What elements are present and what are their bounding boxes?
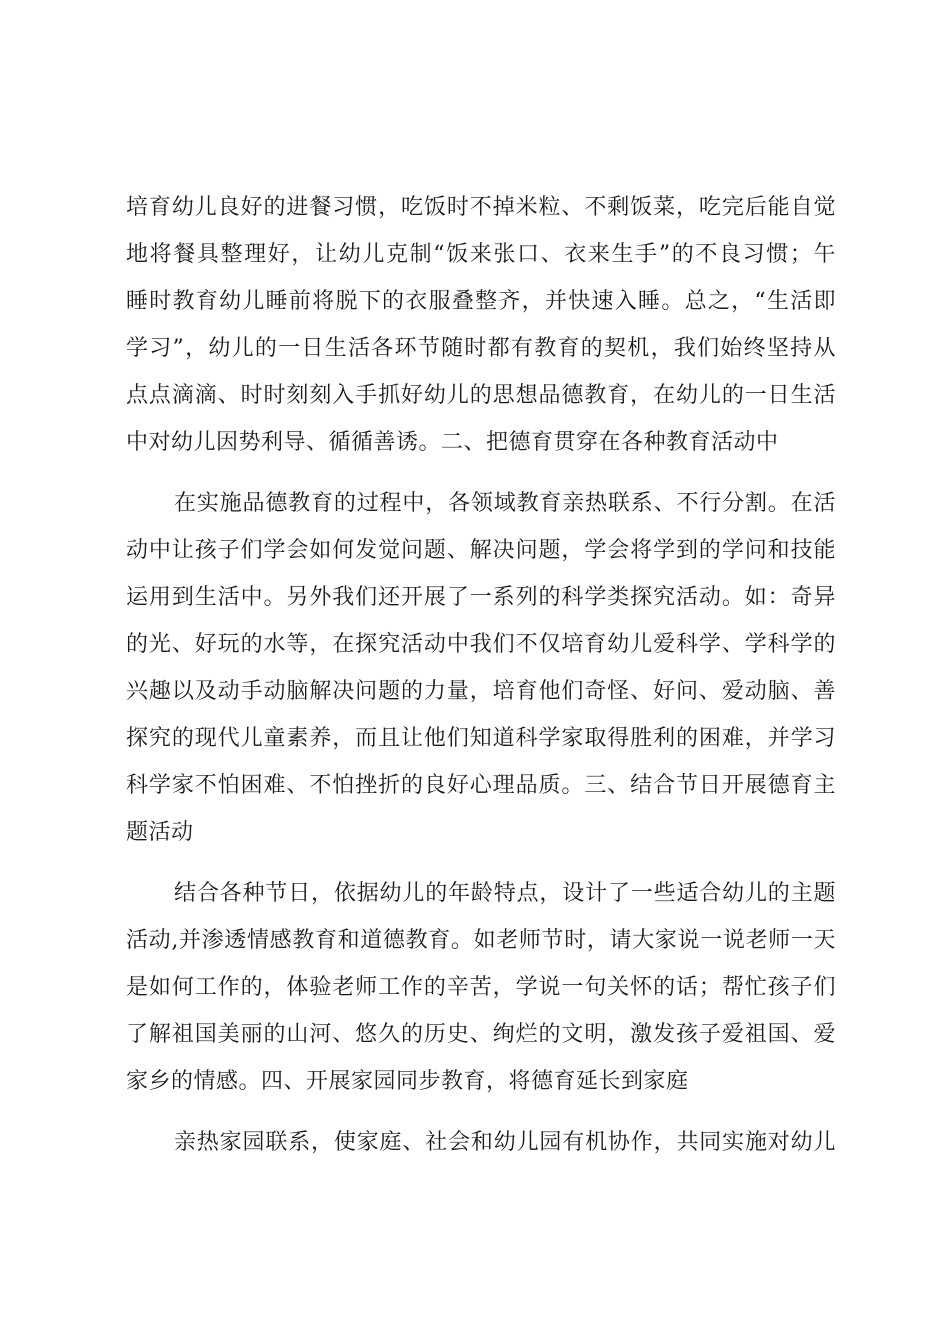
text-line: 题活动 xyxy=(126,820,194,845)
paragraph-1 xyxy=(126,184,836,466)
text-line: 结合各种节日，依据幼儿的年龄特点，设计了一些适合幼儿的主题 xyxy=(174,881,836,906)
paragraph-4 xyxy=(126,1119,836,1166)
text-line: 运用到生活中。另外我们还开展了一系列的科学类探究活动。如：奇异 xyxy=(126,585,836,610)
text-line: 地将餐具整理好，让幼儿克制“饭来张口、衣来生手”的不良习惯；午 xyxy=(126,242,836,267)
text-line: 科学家不怕困难、不怕挫折的良好心理品质。三、结合节日开展德育主 xyxy=(126,773,836,798)
text-line: 中对幼儿因势利导、循循善诱。二、把德育贯穿在各种教育活动中 xyxy=(126,430,779,455)
paragraph-2 xyxy=(126,480,836,856)
text-line: 动中让孩子们学会如何发觉问题、解决问题，学会将学到的学问和技能 xyxy=(126,538,836,563)
text-line: 点点滴滴、时时刻刻入手抓好幼儿的思想品德教育，在幼儿的一日生活 xyxy=(126,383,836,408)
text-line: 了解祖国美丽的山河、悠久的历史、绚烂的文明，激发孩子爱祖国、爱 xyxy=(126,1022,836,1047)
text-line: 睡时教育幼儿睡前将脱下的衣服叠整齐，并快速入睡。总之，“生活即 xyxy=(126,289,836,314)
text-line: 的光、好玩的水等，在探究活动中我们不仅培育幼儿爱科学、学科学的 xyxy=(126,632,836,657)
text-line: 培育幼儿良好的进餐习惯，吃饭时不掉米粒、不剩饭菜，吃完后能自觉 xyxy=(126,195,836,220)
text-line: 家乡的情感。四、开展家园同步教育，将德育延长到家庭 xyxy=(126,1069,689,1094)
text-line: 在实施品德教育的过程中，各领域教育亲热联系、不行分割。在活 xyxy=(174,491,836,516)
text-line: 学习”，幼儿的一日生活各环节随时都有教育的契机，我们始终坚持从 xyxy=(126,336,836,361)
document-body xyxy=(126,184,836,1180)
text-line: 亲热家园联系，使家庭、社会和幼儿园有机协作，共同实施对幼儿 xyxy=(174,1130,836,1155)
text-line: 兴趣以及动手动脑解决问题的力量，培育他们奇怪、好问、爱动脑、善 xyxy=(126,679,836,704)
text-line: 活动,并渗透情感教育和道德教育。如老师节时，请大家说一说老师一天 xyxy=(126,928,836,953)
text-line: 探究的现代儿童素养，而且让他们知道科学家取得胜利的困难，并学习 xyxy=(126,726,836,751)
paragraph-3 xyxy=(126,870,836,1105)
text-line: 是如何工作的，体验老师工作的辛苦，学说一句关怀的话；帮忙孩子们 xyxy=(126,975,836,1000)
